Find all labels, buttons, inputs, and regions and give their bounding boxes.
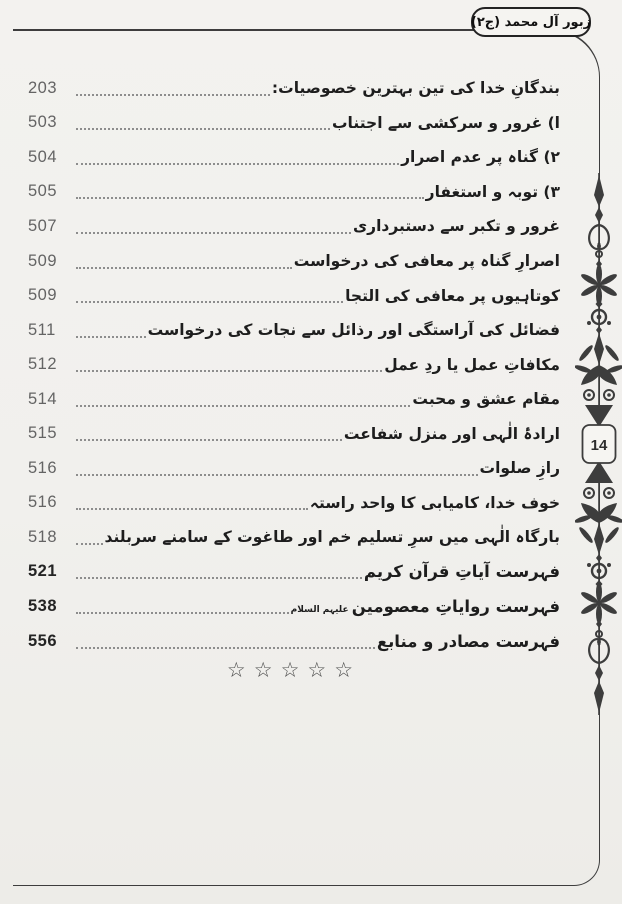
- dot-leader: [76, 392, 410, 407]
- dot-leader: [76, 150, 399, 165]
- toc-row: [28, 382, 560, 417]
- toc-entry-title: غرور و تکبر سے دستبرداری: [352, 217, 560, 236]
- toc-page-number: 556: [28, 631, 58, 650]
- toc-entry-title: ۲) گناہ پر عدم اصرار: [401, 148, 560, 167]
- toc-row: [28, 71, 560, 106]
- dot-leader: [76, 461, 478, 476]
- dot-leader: [76, 81, 270, 96]
- dot-leader: [76, 634, 375, 649]
- toc-page-number: 516: [28, 458, 58, 477]
- toc-page-number: 511: [28, 320, 56, 339]
- star-divider: ☆☆☆☆☆: [226, 658, 362, 682]
- dot-leader: [76, 495, 308, 510]
- dot-leader: [76, 254, 292, 269]
- dot-leader: [76, 288, 343, 303]
- toc-row: [28, 106, 560, 141]
- toc-row: [28, 486, 560, 521]
- toc-entry-title: فہرست روایاتِ معصومین علیہم السلام: [290, 596, 560, 616]
- toc-entry-title: مقام عشق و محبت: [412, 390, 560, 409]
- margin-ornament: [575, 173, 622, 715]
- toc-entry-title: فضائل کی آراستگی اور رذائل سے نجات کی درخواست: [147, 321, 560, 340]
- toc-entry-title: ا) غرور و سرکشی سے اجتناب: [331, 113, 560, 132]
- toc-page-number: 521: [28, 562, 58, 581]
- toc-page-number: 509: [28, 286, 58, 305]
- toc-row: [28, 624, 560, 659]
- toc-page-number: 516: [28, 493, 58, 512]
- toc-entry-title: بندگانِ خدا کی تین بہترین خصوصیات:: [271, 79, 560, 98]
- toc-row: [28, 416, 560, 451]
- toc-page-number: 538: [28, 596, 58, 615]
- dot-leader: [76, 115, 330, 130]
- toc-row: [28, 347, 560, 382]
- toc-entry-title: ارادۂ الٰہی اور منزل شفاعت: [343, 424, 560, 443]
- toc-entry-title: فہرست آیاتِ قرآن کریم: [363, 562, 560, 582]
- toc-entry-title: اصرارِ گناہ پر معافی کی درخواست: [293, 252, 560, 270]
- toc-row: [28, 278, 560, 313]
- toc-row: [28, 555, 560, 590]
- toc-entry-title: رازِ صلوات: [479, 459, 560, 478]
- toc-row: [28, 451, 560, 486]
- dot-leader: [76, 323, 146, 338]
- toc-row: [28, 313, 560, 348]
- toc-page-number: 515: [28, 424, 58, 443]
- toc-page-number: 518: [28, 527, 58, 546]
- toc-entry-title: بارگاہ الٰہی میں سرِ تسلیم خم اور طاغوت کے سامنے سربلند: [104, 528, 560, 547]
- toc-row: [28, 520, 560, 555]
- toc-page-number: 512: [28, 355, 58, 374]
- toc-list: [28, 71, 560, 658]
- toc-entry-title: فہرست مصادر و منابع: [376, 631, 560, 651]
- toc-entry-title: کوتاہیوں پر معافی کی التجا: [345, 286, 560, 305]
- book-title: زبور آل محمد (ج۲): [470, 14, 592, 30]
- dot-leader: [76, 357, 382, 372]
- dot-leader: [76, 599, 289, 614]
- toc-row: [28, 140, 560, 175]
- toc-row: [28, 244, 560, 279]
- toc-page-number: 514: [28, 389, 58, 408]
- toc-entry-title: ۳) توبہ و استغفار: [425, 182, 560, 201]
- toc-row: [28, 589, 560, 624]
- dot-leader: [76, 564, 362, 579]
- toc-page-number: 203: [28, 78, 58, 97]
- toc-page-number: 505: [28, 182, 58, 201]
- toc-entry-title: خوف خدا، کامیابی کا واحد راستہ: [309, 493, 560, 512]
- toc-page-number: 503: [28, 113, 58, 132]
- header-title-cartouche: [471, 7, 591, 37]
- page-number: 14: [590, 437, 608, 454]
- toc-entry-title: مکافاتِ عمل یا ردِ عمل: [384, 355, 560, 374]
- toc-page-number: 509: [28, 251, 58, 270]
- honorific-suffix: علیہم السلام: [290, 604, 352, 615]
- toc-row: [28, 175, 560, 210]
- toc-row: [28, 209, 560, 244]
- dot-leader: [76, 530, 103, 545]
- toc-page-number: 507: [28, 216, 58, 235]
- toc-page-number: 504: [28, 147, 58, 166]
- dot-leader: [76, 426, 342, 441]
- dot-leader: [76, 219, 351, 234]
- dot-leader: [76, 184, 424, 199]
